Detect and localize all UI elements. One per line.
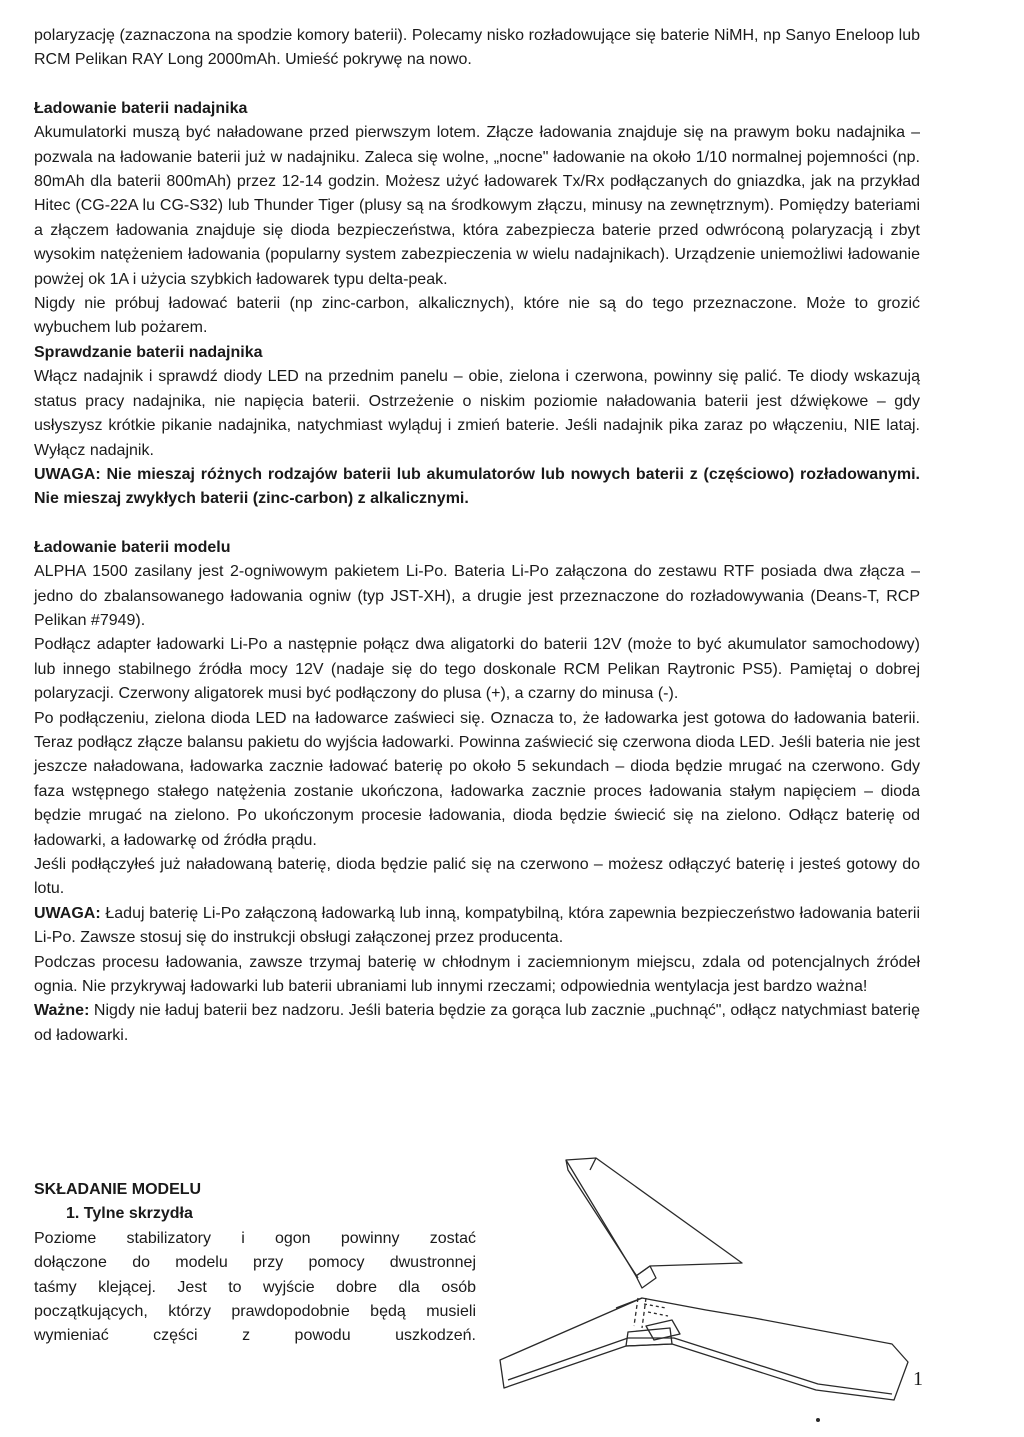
ink-dot	[816, 1418, 820, 1422]
model-charging-warning	[34, 902, 920, 951]
fin-mount-tabs	[634, 1298, 646, 1328]
assembly-step-title: 1. Tylne skrzydła	[66, 1205, 193, 1223]
fin-mount	[636, 1266, 656, 1288]
warning-text: Ładuj baterię Li-Po załączoną ładowarką lub inną, kompatybilną, która zapewnia bezpieczeństwo ładowania baterii Li-Po. Zawsze stosuj się do instrukcji obsługi załączonej przez producenta.	[34, 904, 920, 947]
body-text	[34, 24, 920, 1048]
model-charging-paragraph-2: Podłącz adapter ładowarki Li-Po a następnie połącz dwa aligatorki do baterii 12V (może to być akumulator samochodowy) lub innego stabilnego źródła mocy 12V (nadaje się do tego doskonale RCM Pelikan Raytronic PS5). Pamiętaj o dobrej polaryzacji. Czerwony aligatorek musi być podłączony do plusa (+), a czarny do minusa (-).	[34, 636, 920, 703]
model-charging-important	[34, 999, 920, 1048]
assembly-line-4: początkujących, którzy prawdopodobnie będą musieli	[34, 1303, 476, 1321]
assembly-line-5: wymieniać części z powodu uszkodzeń.	[34, 1327, 476, 1345]
page-number: 1	[913, 1368, 923, 1390]
tx-check-paragraph: Włącz nadajnik i sprawdź diody LED na przednim panelu – obie, zielona i czerwona, powinny się palić. Te diody wskazują status pracy nadajnika, nie napięcia baterii. Ostrzeżenie o niskim poziomie naładowania baterii jest dźwiękowe – gdy usłyszysz krótkie pikanie nadajnika, natychmiast wyląduj i zmień baterie. Jeśli nadajnik pika zaraz po włączeniu, NIE lataj. Wyłącz nadajnik.	[34, 368, 920, 459]
model-charging-paragraph-4: Jeśli podłączyłeś już naładowaną baterię, dioda będzie palić się na czerwono – możesz odłączyć baterię i jesteś gotowy do lotu.	[34, 856, 920, 898]
model-charging-paragraph-3: Po podłączeniu, zielona dioda LED na ładowarce zaświeci się. Oznacza to, że ładowarka jest gotowa do ładowania baterii. Teraz podłącz złącze balansu pakietu do wyjścia ładowarki. Powinna zaświecić się czerwona dioda LED. Jeśli bateria nie jest jeszcze naładowana, ładowarka zacznie ładować baterię po około 5 sekundach – dioda będzie mrugać na czerwono. Gdy faza wstępnego stałego natężenia zostanie ukończona, ładowarka zacznie proces ładowania stałym napięciem – dioda będzie mrugać na zielono. Po ukończonym procesie ładowania, dioda będzie świecić się na zielono. Odłącz baterię od ładowarki, a ładowarkę od źródła prądu.	[34, 709, 920, 849]
assembly-heading: SKŁADANIE MODELU	[34, 1181, 202, 1198]
assembly-section	[34, 1178, 476, 1349]
assembly-line-2: dołączone do modelu przy pomocy dwustronnej	[34, 1254, 476, 1272]
stabilizer-hinge-line	[508, 1338, 892, 1394]
boom-line	[616, 1298, 642, 1308]
tx-charging-heading: Ładowanie baterii nadajnika	[34, 99, 248, 117]
tx-charging-paragraph-1: Akumulatorki muszą być naładowane przed pierwszym lotem. Złącze ładowania znajduje się na prawym boku nadajnika – pozwala na ładowanie baterii już w nadajniku. Zaleca się wolne, „nocne" ładowanie na około 1/10 normalnej pojemności (np. 80mAh dla baterii 800mAh) przez 12-14 godzin. Możesz użyć ładowarek Tx/Rx podłączanych do gniazdka, jak na przykład Hitec (CG-22A lu CG-S32) lub Thunder Tiger (plusy są na środkowym złączu, minusy na zewnętrznym). Pomiędzy bateriami a złączem ładowania znajduje się dioda bezpieczeństwa, która zabezpiecza baterie przed odwróconą polaryzacją i zbyt wysokim natężeniem ładowania (popularny system zabezpieczenia w wielu nadajnikach). Urządzenie uniemożliwi ładowanie powżej ok 1A i użycia szybkich ładowarek typu delta-peak.	[34, 124, 920, 288]
assembly-line-1: Poziome stabilizatory i ogon powinny zostać	[34, 1229, 476, 1247]
intro-paragraph: polaryzację (zaznaczona na spodzie komory baterii). Polecamy nisko rozładowujące się baterie NiMH, np Sanyo Eneloop lub RCM Pelikan RAY Long 2000mAh. Umieść pokrywę na nowo.	[34, 27, 920, 69]
model-charging-paragraph-1: ALPHA 1500 zasilany jest 2-ogniwowym pakietem Li-Po. Bateria Li-Po załączona do zestawu RTF posiada dwa złącza – jedno do zbalansowanego ładowania ogniw (typ JST-XH), a drugie jest przeznaczone do rozładowywania (Deans-T, RCP Pelikan #7949).	[34, 563, 920, 629]
assembly-line-3: taśmy klejącej. Jest to wyjście dobre dla osób	[34, 1278, 476, 1296]
model-charging-heading: Ładowanie baterii modelu	[34, 538, 231, 556]
tx-check-warning: UWAGA: Nie mieszaj różnych rodzajów baterii lub akumulatorów lub nowych baterii z (częściowo) rozładowanymi. Nie mieszaj zwykłych baterii (zinc-carbon) z alkalicznymi.	[34, 465, 920, 508]
vertical-fin-outline	[566, 1158, 742, 1276]
warning-label: UWAGA:	[34, 904, 101, 922]
vertical-fin-rudder-line	[590, 1158, 596, 1170]
fin-tab-dashes	[644, 1304, 668, 1316]
important-text: Nigdy nie ładuj baterii bez nadzoru. Jeśli bateria będzie za gorąca lub zacznie „puchnąć", odłącz natychmiast baterię od ładowarki.	[34, 1002, 920, 1044]
tx-charging-paragraph-2: Nigdy nie próbuj ładować baterii (np zinc-carbon, alkalicznych), które nie są do tego przeznaczone. Może to grozić wybuchem lub pożarem.	[34, 295, 920, 337]
tail-stabilizer-illustration	[496, 1148, 930, 1437]
model-charging-paragraph-5: Podczas procesu ładowania, zawsze trzymaj baterię w chłodnym i zaciemnionym miejscu, zdala od potencjalnych źródeł ognia. Nie przykrywaj ładowarki lub baterii ubraniami lub innymi rzeczami; odpowiednia wentylacja jest bardzo ważna!	[34, 953, 920, 996]
important-label: Ważne:	[34, 1002, 90, 1020]
tx-check-heading: Sprawdzanie baterii nadajnika	[34, 343, 263, 361]
horizontal-stabilizer-outline	[500, 1298, 908, 1400]
